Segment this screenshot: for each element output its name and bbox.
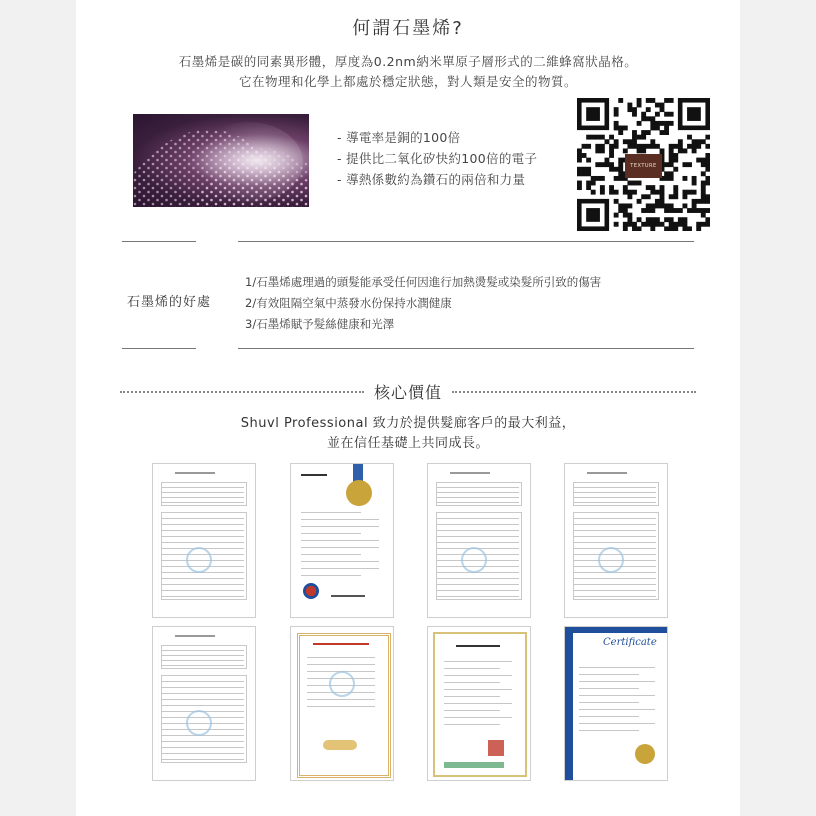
feature-list (337, 127, 537, 190)
doc-line (437, 524, 519, 525)
doc-line (437, 584, 519, 585)
doc-line (301, 561, 379, 562)
doc-line (162, 650, 244, 651)
doc-line (574, 518, 656, 519)
emblem (303, 583, 319, 599)
doc-line (162, 584, 244, 585)
divider (238, 241, 694, 242)
doc-line (307, 699, 375, 700)
doc-line (301, 512, 361, 513)
doc-line (444, 675, 512, 676)
doc-line (301, 526, 379, 527)
doc-line (574, 492, 656, 493)
certificate-thumbnail[interactable] (427, 463, 531, 618)
doc-line (307, 706, 375, 707)
red-stamp (488, 740, 504, 756)
doc-line (444, 724, 500, 725)
doc-line (444, 710, 500, 711)
benefit-item: 1/石墨烯處理過的頭髮能承受任何因進行加熱燙髮或染髮所引致的傷害 (245, 275, 602, 289)
doc-line (574, 497, 656, 498)
doc-line (444, 703, 512, 704)
mission-line-2: 並在信任基礎上共同成長。 (326, 436, 489, 451)
feature-item: - 導熱係數約為鑽石的兩倍和力量 (337, 172, 526, 187)
doc-heading (587, 472, 627, 474)
doc-line (437, 578, 519, 579)
page-title: 何謂石墨烯? (352, 18, 464, 39)
doc-line (574, 590, 656, 591)
doc-line (574, 596, 656, 597)
doc-line (162, 502, 244, 503)
gold-seal (346, 480, 372, 506)
doc-line (162, 596, 244, 597)
doc-line (574, 530, 656, 531)
doc-line (162, 492, 244, 493)
doc-heading (456, 645, 500, 647)
benefits-label: 石墨烯的好處 (127, 295, 212, 310)
doc-line (162, 753, 244, 754)
certificate-thumbnail[interactable] (290, 626, 394, 781)
doc-line (437, 492, 519, 493)
intro-line-2: 它在物理和化學上都處於穩定狀態，對人類是安全的物質。 (238, 74, 577, 89)
doc-line (579, 681, 655, 682)
doc-line (574, 542, 656, 543)
doc-line (162, 655, 244, 656)
certificate-thumbnail[interactable] (152, 626, 256, 781)
doc-line (574, 584, 656, 585)
doc-line (444, 717, 512, 718)
doc-line (437, 596, 519, 597)
doc-line (437, 530, 519, 531)
doc-line (579, 702, 639, 703)
doc-line (574, 524, 656, 525)
certificate-thumbnail[interactable] (152, 463, 256, 618)
doc-line (444, 689, 512, 690)
doc-line (437, 518, 519, 519)
gold-seal (635, 744, 655, 764)
divider (238, 348, 694, 349)
doc-line (301, 533, 361, 534)
gold-frame (433, 632, 527, 777)
doc-line (437, 502, 519, 503)
doc-line (162, 530, 244, 531)
doc-line (162, 590, 244, 591)
intro-line-1: 石墨烯是碳的同素異形體，厚度為0.2nm納米單原子層形式的二維蜂窩狀晶格。 (178, 54, 638, 69)
doc-line (444, 668, 500, 669)
doc-line (162, 741, 244, 742)
core-values-header (120, 380, 696, 400)
doc-line (444, 696, 500, 697)
divider (122, 348, 196, 349)
doc-line (307, 657, 375, 658)
doc-line (437, 536, 519, 537)
doc-line (162, 524, 244, 525)
doc-line (579, 723, 655, 724)
doc-line (437, 542, 519, 543)
certificate-thumbnail[interactable] (564, 463, 668, 618)
gold-badge (323, 740, 357, 750)
doc-heading (301, 474, 327, 476)
doc-line (162, 705, 244, 706)
doc-line (579, 695, 655, 696)
watermark-seal (329, 671, 355, 697)
watermark-seal (186, 547, 212, 573)
watermark-seal (598, 547, 624, 573)
certificate-thumbnail[interactable] (290, 463, 394, 618)
doc-line (162, 536, 244, 537)
doc-line (162, 518, 244, 519)
doc-line (579, 674, 639, 675)
doc-line (301, 568, 379, 569)
doc-line (162, 681, 244, 682)
doc-heading (450, 472, 490, 474)
doc-line (162, 578, 244, 579)
certificate-thumbnail[interactable] (427, 626, 531, 781)
doc-line (162, 699, 244, 700)
doc-line (444, 682, 500, 683)
doc-line (162, 497, 244, 498)
dotted-rule (452, 391, 696, 393)
doc-line (444, 661, 512, 662)
doc-line (162, 665, 244, 666)
doc-line (579, 688, 639, 689)
doc-line (437, 497, 519, 498)
qr-center-label: TEXTURE (630, 163, 657, 169)
doc-line (301, 547, 379, 548)
doc-line (162, 542, 244, 543)
doc-line (437, 590, 519, 591)
doc-line (162, 693, 244, 694)
doc-line (574, 487, 656, 488)
doc-line (437, 487, 519, 488)
divider (122, 241, 196, 242)
cert-script-title: Certificate (603, 637, 657, 648)
doc-line (162, 747, 244, 748)
doc-heading (175, 635, 215, 637)
doc-line (579, 667, 655, 668)
benefit-item: 3/石墨烯賦予髮絲健康和光澤 (245, 317, 395, 331)
doc-line (301, 575, 361, 576)
doc-line (162, 687, 244, 688)
benefit-item: 2/有效阻隔空氣中蒸發水份保持水潤健康 (245, 296, 452, 310)
watermark-seal (461, 547, 487, 573)
doc-line (301, 540, 379, 541)
doc-line (301, 554, 361, 555)
doc-line (579, 709, 655, 710)
certificate-thumbnail[interactable] (564, 626, 668, 781)
doc-line (579, 730, 639, 731)
doc-heading (175, 472, 215, 474)
doc-line (574, 536, 656, 537)
doc-line (162, 487, 244, 488)
doc-line (307, 664, 375, 665)
doc-line (162, 660, 244, 661)
doc-line (579, 716, 639, 717)
doc-line (574, 578, 656, 579)
qr-code[interactable] (577, 98, 710, 231)
core-values-title: 核心價值 (373, 383, 442, 402)
graphene-banner-image (133, 114, 309, 207)
feature-item: - 提供比二氧化矽快約100倍的電子 (337, 151, 538, 166)
doc-heading (313, 643, 369, 645)
doc-line (162, 759, 244, 760)
doc-line (301, 519, 379, 520)
watermark-seal (186, 710, 212, 736)
qr-center-logo (625, 154, 662, 178)
signature (331, 595, 365, 597)
blue-band (565, 627, 573, 780)
mission-line-1: Shuvl Professional 致力於提供髮廊客戶的最大利益， (240, 416, 576, 431)
feature-item: - 導電率是銅的100倍 (337, 130, 461, 145)
footer-logo (444, 762, 504, 768)
benefits-list (245, 272, 601, 335)
doc-line (574, 502, 656, 503)
dotted-rule (120, 391, 364, 393)
blue-band (565, 627, 667, 633)
